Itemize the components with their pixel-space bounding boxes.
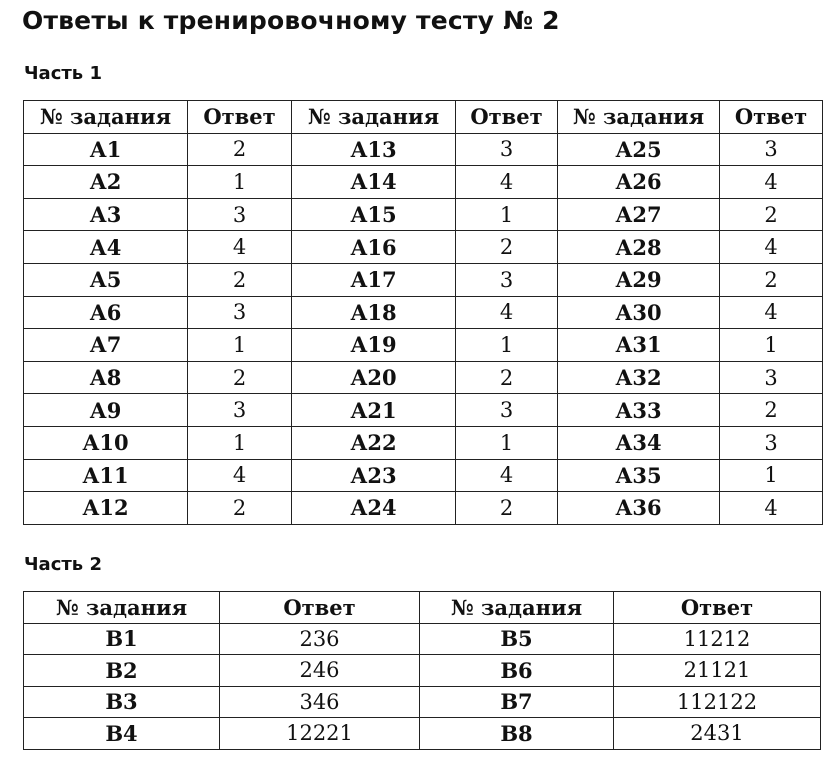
table-header-row [24,592,821,624]
table-row [24,329,823,362]
answer-cell: 2431 [614,718,821,750]
part1-answers-table [23,100,823,525]
answer-cell: 2 [188,133,292,166]
task-number-cell: А33 [558,394,720,427]
answer-cell: 2 [456,231,558,264]
task-number-cell: А32 [558,361,720,394]
task-number-cell: А14 [292,166,456,199]
answer-cell: 4 [456,459,558,492]
task-number-cell: А17 [292,263,456,296]
answer-cell: 112122 [614,686,821,718]
column-header-answer: Ответ [188,101,292,134]
task-number-cell: А28 [558,231,720,264]
answer-cell: 1 [188,426,292,459]
part2-answers-table [23,591,821,750]
answer-cell: 3 [720,361,823,394]
answer-cell: 2 [188,263,292,296]
task-number-cell: А1 [24,133,188,166]
task-number-cell: А29 [558,263,720,296]
task-number-cell: А19 [292,329,456,362]
table-header-row [24,101,823,134]
task-number-cell: В6 [420,655,614,687]
column-header-answer: Ответ [720,101,823,134]
answer-cell: 3 [456,133,558,166]
answer-cell: 246 [220,655,420,687]
answer-cell: 2 [456,492,558,525]
answer-cell: 3 [188,296,292,329]
answer-cell: 2 [188,361,292,394]
answer-cell: 4 [720,492,823,525]
page-title: Ответы к тренировочному тесту № 2 [22,6,560,35]
task-number-cell: А3 [24,198,188,231]
column-header-task: № задания [420,592,614,624]
task-number-cell: А23 [292,459,456,492]
answer-cell: 2 [720,263,823,296]
answer-cell: 1 [720,459,823,492]
answer-cell: 1 [456,426,558,459]
column-header-answer: Ответ [614,592,821,624]
task-number-cell: В7 [420,686,614,718]
answer-cell: 1 [188,166,292,199]
table-row [24,686,821,718]
task-number-cell: А34 [558,426,720,459]
task-number-cell: А25 [558,133,720,166]
answer-cell: 3 [720,133,823,166]
answer-cell: 4 [188,231,292,264]
answer-cell: 3 [188,198,292,231]
column-header-task: № задания [24,101,188,134]
table-row [24,718,821,750]
answer-cell: 1 [456,329,558,362]
table-row [24,133,823,166]
table-row [24,394,823,427]
task-number-cell: А6 [24,296,188,329]
task-number-cell: А21 [292,394,456,427]
answer-cell: 2 [720,198,823,231]
column-header-task: № задания [558,101,720,134]
task-number-cell: В2 [24,655,220,687]
table-row [24,623,821,655]
column-header-task: № задания [292,101,456,134]
table-row [24,166,823,199]
task-number-cell: А26 [558,166,720,199]
task-number-cell: А11 [24,459,188,492]
task-number-cell: А31 [558,329,720,362]
task-number-cell: А27 [558,198,720,231]
task-number-cell: А30 [558,296,720,329]
task-number-cell: В8 [420,718,614,750]
task-number-cell: А36 [558,492,720,525]
answer-cell: 1 [456,198,558,231]
task-number-cell: А7 [24,329,188,362]
answer-cell: 2 [188,492,292,525]
answer-cell: 1 [188,329,292,362]
task-number-cell: А13 [292,133,456,166]
column-header-answer: Ответ [456,101,558,134]
table-row [24,459,823,492]
task-number-cell: А4 [24,231,188,264]
answer-cell: 3 [456,263,558,296]
task-number-cell: А2 [24,166,188,199]
table-row [24,263,823,296]
task-number-cell: А9 [24,394,188,427]
table-row [24,231,823,264]
part1-heading: Часть 1 [24,63,102,84]
table-row [24,296,823,329]
answer-cell: 4 [720,166,823,199]
task-number-cell: А16 [292,231,456,264]
table-row [24,426,823,459]
answer-cell: 4 [456,166,558,199]
column-header-answer: Ответ [220,592,420,624]
answer-cell: 12221 [220,718,420,750]
task-number-cell: В3 [24,686,220,718]
table-row [24,492,823,525]
task-number-cell: А20 [292,361,456,394]
task-number-cell: А15 [292,198,456,231]
answer-cell: 2 [720,394,823,427]
answer-cell: 4 [188,459,292,492]
answer-cell: 2 [456,361,558,394]
task-number-cell: В4 [24,718,220,750]
task-number-cell: А24 [292,492,456,525]
answer-cell: 1 [720,329,823,362]
task-number-cell: А10 [24,426,188,459]
column-header-task: № задания [24,592,220,624]
answer-cell: 236 [220,623,420,655]
answer-cell: 3 [720,426,823,459]
answer-cell: 3 [456,394,558,427]
answer-cell: 4 [720,231,823,264]
answer-cell: 4 [720,296,823,329]
task-number-cell: В1 [24,623,220,655]
table-row [24,361,823,394]
table-row [24,655,821,687]
answer-cell: 3 [188,394,292,427]
answer-cell: 21121 [614,655,821,687]
part2-heading: Часть 2 [24,554,102,575]
task-number-cell: А12 [24,492,188,525]
task-number-cell: А22 [292,426,456,459]
task-number-cell: А8 [24,361,188,394]
task-number-cell: А18 [292,296,456,329]
task-number-cell: А35 [558,459,720,492]
answer-cell: 346 [220,686,420,718]
answer-cell: 4 [456,296,558,329]
task-number-cell: А5 [24,263,188,296]
table-row [24,198,823,231]
answer-cell: 11212 [614,623,821,655]
task-number-cell: В5 [420,623,614,655]
